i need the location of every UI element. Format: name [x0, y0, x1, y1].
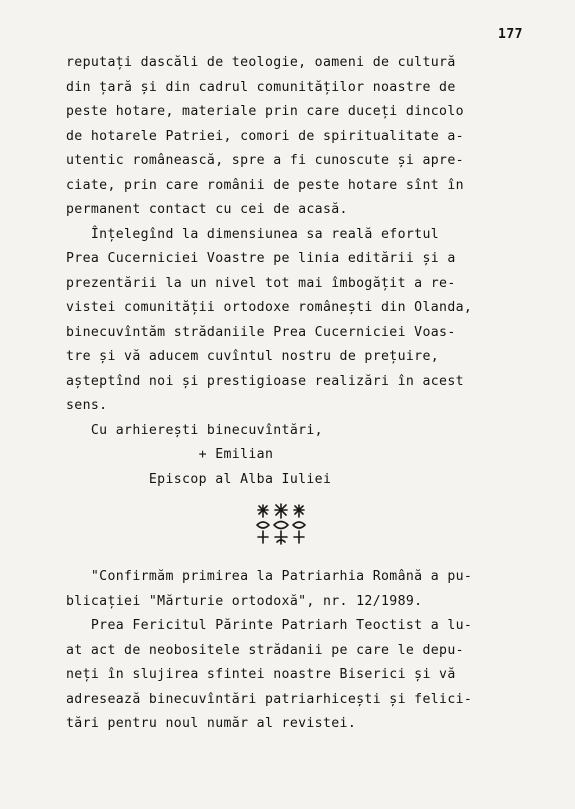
text-line: așteptînd noi și prestigioase realizări în acest: [66, 373, 464, 389]
text-line: adresează binecuvîntări patriarhicești și felici-: [66, 691, 473, 707]
paragraph-2: [66, 223, 546, 419]
text-line: tre și vă aducem cuvîntul nostru de prețuire,: [66, 349, 440, 364]
text-line: "Confirmăm primirea la Patriarhia Română a pu-: [66, 569, 473, 584]
text-line: Prea Cucerniciei Voastre pe linia editării și a: [66, 251, 456, 266]
text-line: at act de neobositele strădanii pe care le depu-: [66, 642, 464, 658]
text-line: Înțelegînd la dimensiunea sa reală efortul: [66, 226, 440, 242]
patriarchate-confirmation: [66, 565, 546, 737]
text-line: peste hotare, materiale prin care duceți dincolo: [66, 104, 464, 119]
text-line: permanent contact cu cei de acasă.: [66, 202, 348, 217]
text-line: de hotarele Patriei, comori de spiritualitate a-: [66, 128, 464, 144]
text-line: neți în slujirea sfintei noastre Biserici și vă: [66, 667, 456, 682]
text-line: Prea Fericitul Părinte Patriarh Teoctist a lu-: [66, 618, 473, 633]
paragraph-1: [66, 51, 546, 223]
text-line: vistei comunității ortodoxe românești din Olanda,: [66, 300, 473, 315]
text-line: sens.: [66, 398, 108, 413]
text-line: ciate, prin care românii de peste hotare sînt în: [66, 177, 464, 193]
signature-name: + Emilian: [66, 447, 274, 462]
text-line: din țară și din cadrul comunităților noastre de: [66, 79, 456, 95]
text-line: reputați dascăli de teologie, oameni de cultură: [66, 55, 456, 70]
text-line: tări pentru noul număr al revistei.: [66, 716, 357, 731]
text-line: prezentării la un nivel tot mai îmbogățit a re-: [66, 275, 456, 291]
text-line: binecuvîntăm strădaniile Prea Cucerniciei Voas-: [66, 324, 456, 340]
decorative-cross-ornament-icon: [254, 502, 308, 546]
signature-title: Episcop al Alba Iuliei: [66, 471, 332, 487]
text-line: utentic românească, spre a fi cunoscute și apre-: [66, 153, 464, 168]
letter-body: [66, 51, 546, 492]
signature-closing: Cu arhierești binecuvîntări,: [66, 422, 323, 438]
text-line: blicației "Mărturie ortodoxă", nr. 12/1989.: [66, 593, 423, 609]
page-number: 177: [498, 27, 523, 42]
signature-block: [66, 419, 546, 493]
